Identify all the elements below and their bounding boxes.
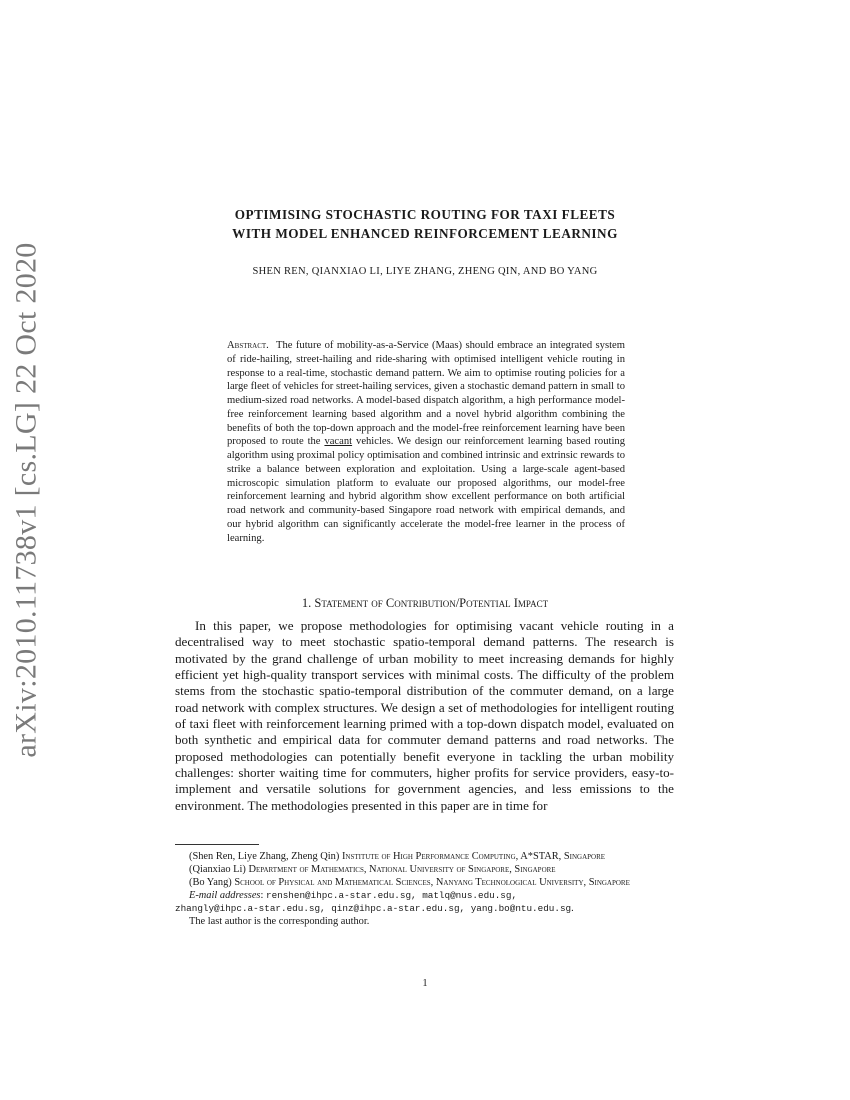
arxiv-identifier-text: arXiv:2010.11738v1 [cs.LG] 22 Oct 2020 [10,242,43,758]
section-paragraph: In this paper, we propose methodologies for optimising vacant vehicle routing in a decentralised way to meet stochastic spatio-temporal demand patterns. The research is motivated by the grand challenge of urban mobility to meet increasing demands for highly efficient yet high-quality transport services with minimal costs. The difficulty of the problem stems from the stochastic spatio-temporal distribution of the commuter demand, on a large road network with complex structures. We design a set of methodologies for intelligent routing of taxi fleet with reinforcement learning primed with a top-down dispatch model, evaluated on both synthetic and empirical data for commuter demand patterns and road networks. The proposed methodologies can potentially benefit everyone in tackling the urban mobility challenges: shorter waiting time for commuters, higher profits for service providers, easy-to-implement and versatile solutions for government agencies, and less emissions to the environment. The methodologies presented in this paper are in time for [175,618,674,813]
email-addresses: E-mail addresses: renshen@ihpc.a-star.edu.sg, matlq@nus.edu.sg, [189,890,518,902]
email-list-line-1[interactable]: renshen@ihpc.a-star.edu.sg, matlq@nus.edu.sg, [265,890,518,902]
section-heading: 1. Statement of Contribution/Potential Impact [301,596,549,610]
title-line-2: WITH MODEL ENHANCED REINFORCEMENT LEARNING [232,226,618,241]
affiliation-2 [175,863,674,876]
email-list-line-2[interactable]: zhangly@ihpc.a-star.edu.sg, qinz@ihpc.a-star.edu.sg, yang.bo@ntu.edu.sg [175,903,572,915]
footnotes [175,850,674,929]
affiliation-3-names: (Bo Yang) [189,877,232,889]
corresponding-author-note: The last author is the corresponding author. [189,916,370,928]
abstract-text-part-1: The future of mobility-as-a-Service (Maas) should embrace an integrated system of ride-hailing, street-hailing and ride-sharing with optimised intelligent vehicle routing in response to a real-time, stochastic demand pattern. We aim to optimise routing policies for a large fleet of vehicles for street-hailing services, given a stochastic demand pattern in small to medium-sized road networks. A model-based dispatch algorithm, a high performance model-free reinforcement learning based algorithm and a novel hybrid algorithm combining the benefits of both the top-down approach and the model-free reinforcement learning have been proposed to route the [227,340,625,448]
abstract-text-part-2: vehicles. We design our reinforcement learning based routing algorithm using proximal policy optimisation and combined intrinsic and extrinsic rewards to strike a balance between exploration and exploitation. Using a large-scale agent-based microscopic simulation platform to evaluate our proposed algorithms, our model-free reinforcement learning and hybrid algorithm show excellent performance on both artificial road network and community-based Singapore road network with empirical demands, and our hybrid algorithm can significantly accelerate the model-free learner in the process of learning. [227,436,626,544]
page-number: 1 [422,978,428,989]
paper-title [175,205,675,243]
footnote-rule [175,844,259,845]
email-label: E-mail addresses [189,890,261,902]
abstract [227,339,625,545]
abstract-underlined-word: vacant [324,436,353,448]
affiliation-1-names: (Shen Ren, Liye Zhang, Zheng Qin) [189,851,340,862]
title-line-1: OPTIMISING STOCHASTIC ROUTING FOR TAXI FLEETS [234,207,616,222]
affiliation-2-names: (Qianxiao Li) [189,864,246,876]
arxiv-identifier-stamp [2,242,52,758]
affiliation-3 [175,876,674,889]
affiliation-1-institution: Institute of High Performance Computing, A*STAR, Singapore [341,851,606,862]
affiliation-1 [175,850,674,863]
affiliation-2-institution: Department of Mathematics, National University of Singapore, Singapore [248,864,556,876]
author-list: SHEN REN, QIANXIAO LI, LIYE ZHANG, ZHENG QIN, AND BO YANG [252,266,598,277]
email-addresses-continued: zhangly@ihpc.a-star.edu.sg, qinz@ihpc.a-star.edu.sg, yang.bo@ntu.edu.sg. [175,903,574,915]
affiliation-3-institution: School of Physical and Mathematical Sciences, Nanyang Technological University, Singapore [234,877,630,889]
abstract-label: Abstract. [227,340,269,351]
